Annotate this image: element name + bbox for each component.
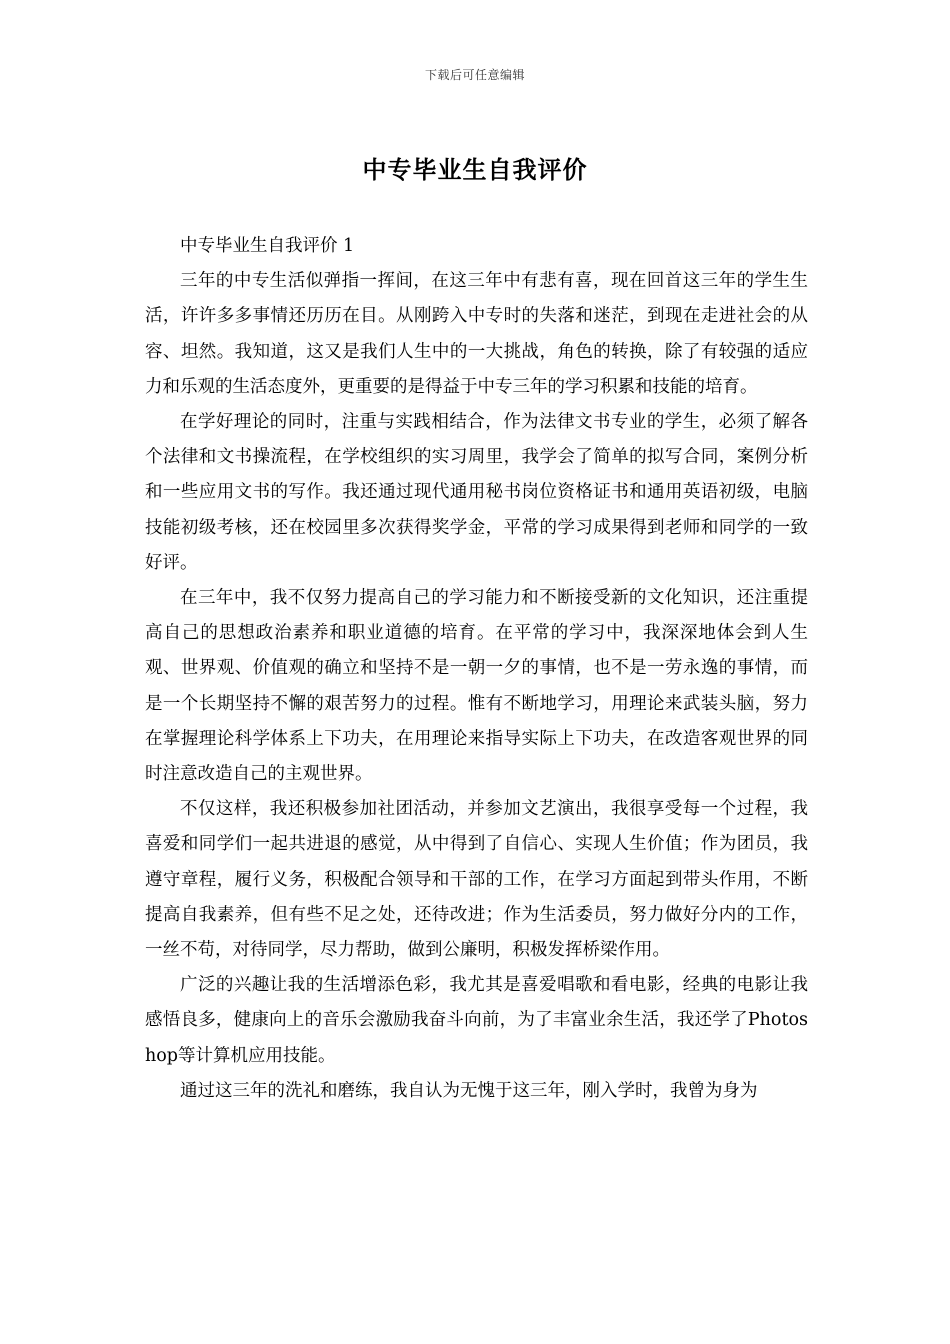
document-title: 中专毕业生自我评价 (362, 155, 588, 184)
section-heading: 中专毕业生自我评价 1 (180, 236, 355, 256)
paragraph: 三年的中专生活似弹指一挥间，在这三年中有悲有喜，现在回首这三年的学生生活，许许多多事情还历历在目。从刚跨入中专时的失落和迷茫，到现在走进社会的从容、坦然。我知道，这又是我们人生中的一大挑战，角色的转换，除了有较强的适应力和乐观的生活态度外，更重要的是得益于中专三年的学习积累和技能的培育。 (145, 271, 808, 397)
paragraph: 通过这三年的洗礼和磨练，我自认为无愧于这三年，刚入学时，我曾为身为 (180, 1080, 758, 1101)
paragraph: 在学好理论的同时，注重与实践相结合，作为法律文书专业的学生，必须了解各个法律和文书操流程，在学校组织的实习周里，我学会了简单的拟写合同，案例分析和一些应用文书的写作。我还通过现代通用秘书岗位资格证书和通用英语初级，电脑技能初级考核，还在校园里多次获得奖学金，平常的学习成果得到老师和同学的一致好评。 (145, 412, 808, 573)
paragraph: 广泛的兴趣让我的生活增添色彩，我尤其是喜爱唱歌和看电影，经典的电影让我感悟良多，健康向上的音乐会激励我奋斗向前，为了丰富业余生活，我还学了Photoshop等计算机应用技能。 (145, 975, 808, 1066)
document-body (145, 229, 808, 1109)
paragraph: 不仅这样，我还积极参加社团活动，并参加文艺演出，我很享受每一个过程，我喜爱和同学们一起共进退的感觉，从中得到了自信心、实现人生价值；作为团员，我遵守章程，履行义务，积极配合领导和干部的工作，在学习方面起到带头作用，不断提高自我素养，但有些不足之处，还待改进；作为生活委员，努力做好分内的工作，一丝不苟，对待同学，尽力帮助，做到公廉明，积极发挥桥梁作用。 (145, 799, 808, 961)
paragraph: 在三年中，我不仅努力提高自己的学习能力和不断接受新的文化知识，还注重提高自己的思想政治素养和职业道德的培育。在平常的学习中，我深深地体会到人生观、世界观、价值观的确立和坚持不是一朝一夕的事情，也不是一劳永逸的事情，而是一个长期坚持不懈的艰苦努力的过程。惟有不断地学习，用理论来武装头脑，努力在掌握理论科学体系上下功夫，在用理论来指导实际上下功夫，在改造客观世界的同时注意改造自己的主观世界。 (145, 588, 808, 785)
header-note: 下载后可任意编辑 (424, 68, 525, 82)
